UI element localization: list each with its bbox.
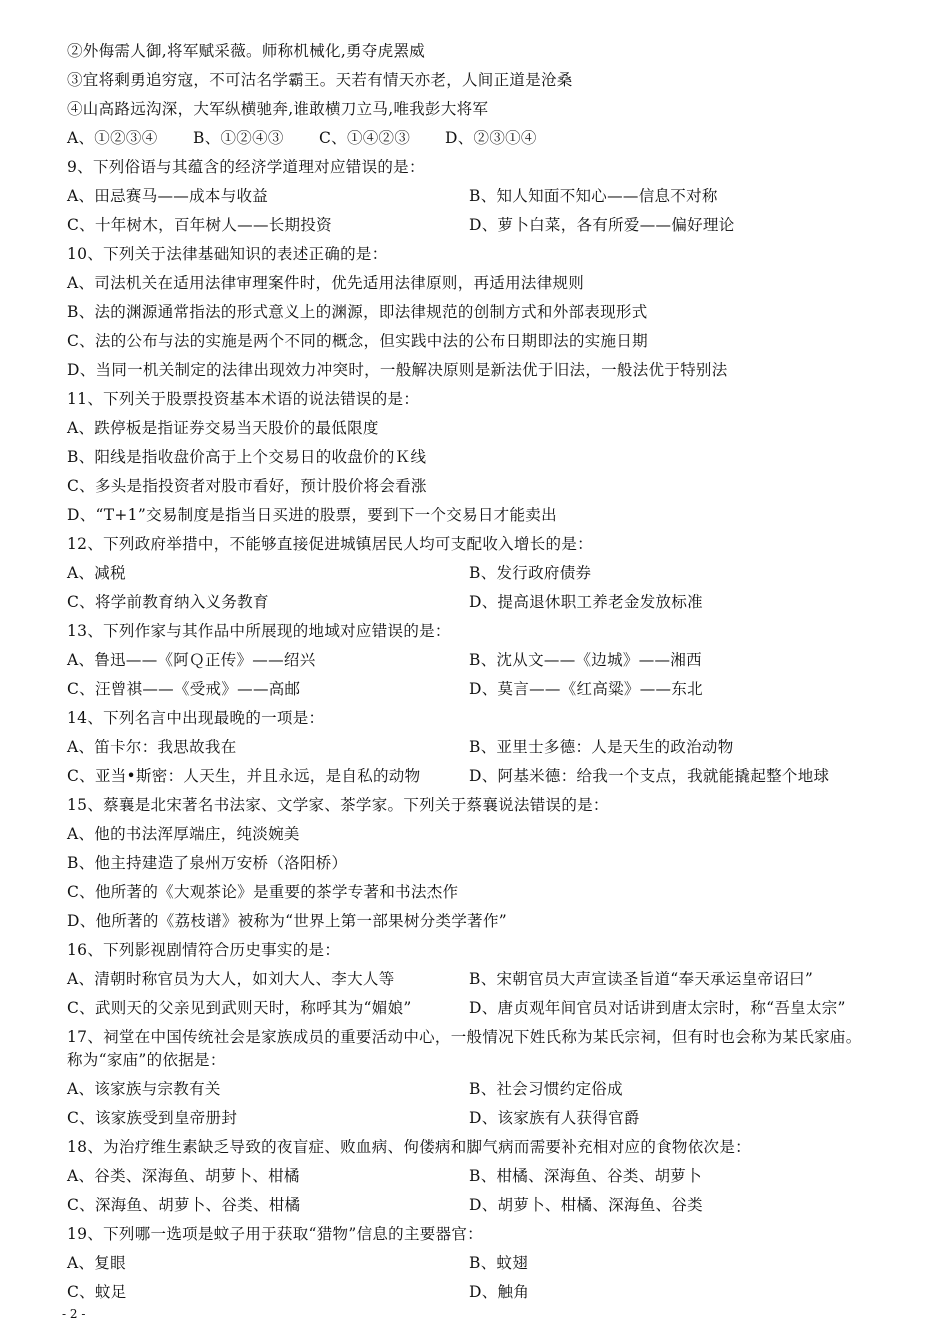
q10-option-d: D、当同一机关制定的法律出现效力冲突时，一般解决原则是新法优于旧法，一般法优于特别法 <box>67 361 728 379</box>
q13-option-c: C、汪曾祺——《受戒》——高邮 <box>67 680 301 698</box>
q17-option-a: A、该家族与宗教有关 <box>67 1080 221 1098</box>
q12-option-c: C、将学前教育纳入义务教育 <box>67 593 269 611</box>
q17-stem: 17、祠堂在中国传统社会是家族成员的重要活动中心，一般情况下姓氏称为某氏宗祠，但有时也会称为某氏家庙。 <box>67 1028 862 1046</box>
q10-stem: 10、下列关于法律基础知识的表述正确的是： <box>67 245 388 263</box>
q10-option-c: C、法的公布与法的实施是两个不同的概念，但实践中法的公布日期即法的实施日期 <box>67 332 648 350</box>
q9-option-d: D、萝卜白菜，各有所爱——偏好理论 <box>469 216 735 234</box>
q9-option-b: B、知人知面不知心——信息不对称 <box>469 187 718 205</box>
q15-option-a: A、他的书法浑厚端庄，纯淡婉美 <box>67 825 300 843</box>
q12-stem: 12、下列政府举措中，不能够直接促进城镇居民人均可支配收入增长的是： <box>67 535 593 553</box>
q11-option-d: D、“T+1”交易制度是指当日买进的股票，要到下一个交易日才能卖出 <box>67 506 557 524</box>
q16-option-a: A、清朝时称官员为大人，如刘大人、李大人等 <box>67 970 395 988</box>
q11-stem: 11、下列关于股票投资基本术语的说法错误的是： <box>67 390 420 408</box>
q18-stem: 18、为治疗维生素缺乏导致的夜盲症、败血病、佝偻病和脚气病而需要补充相对应的食物依次是： <box>67 1138 751 1156</box>
q14-option-c: C、亚当•斯密：人天生，并且永远，是自私的动物 <box>67 767 421 785</box>
q9-stem: 9、下列俗语与其蕴含的经济学道理对应错误的是： <box>67 158 425 176</box>
q9-option-c: C、十年树木，百年树人——长期投资 <box>67 216 332 234</box>
q15-option-c: C、他所著的《大观茶论》是重要的茶学专著和书法杰作 <box>67 883 459 901</box>
q19-option-d: D、触角 <box>469 1283 530 1301</box>
q13-option-d: D、莫言——《红高粱》——东北 <box>469 680 703 698</box>
q15-stem: 15、蔡襄是北宋著名书法家、文学家、茶学家。下列关于蔡襄说法错误的是： <box>67 796 609 814</box>
q8-line-2: ②外侮需人御,将军赋采薇。师称机械化,勇夺虎罴威 <box>67 42 426 60</box>
q12-option-b: B、发行政府债券 <box>469 564 592 582</box>
q19-option-b: B、蚊翅 <box>469 1254 529 1272</box>
q8-option-b: B、①②④③ <box>193 129 284 147</box>
q17-stem-continued: 称为“家庙”的依据是： <box>67 1051 226 1069</box>
q8-line-4: ④山高路远沟深，大军纵横驰奔,谁敢横刀立马,唯我彭大将军 <box>67 100 489 118</box>
q14-option-a: A、笛卡尔：我思故我在 <box>67 738 237 756</box>
q15-option-b: B、他主持建造了泉州万安桥（洛阳桥） <box>67 854 348 872</box>
q10-option-b: B、法的渊源通常指法的形式意义上的渊源，即法律规范的创制方式和外部表现形式 <box>67 303 648 321</box>
q17-option-d: D、该家族有人获得官爵 <box>469 1109 640 1127</box>
q10-option-a: A、司法机关在适用法律审理案件时，优先适用法律原则，再适用法律规则 <box>67 274 585 292</box>
q13-stem: 13、下列作家与其作品中所展现的地域对应错误的是： <box>67 622 451 640</box>
q19-option-c: C、蚊足 <box>67 1283 127 1301</box>
q16-option-d: D、唐贞观年间官员对话讲到唐太宗时，称“吾皇太宗” <box>469 999 846 1017</box>
q19-option-a: A、复眼 <box>67 1254 126 1272</box>
q9-option-a: A、田忌赛马——成本与收益 <box>67 187 269 205</box>
q18-option-d: D、胡萝卜、柑橘、深海鱼、谷类 <box>469 1196 703 1214</box>
q12-option-d: D、提高退休职工养老金发放标准 <box>469 593 703 611</box>
q18-option-b: B、柑橘、深海鱼、谷类、胡萝卜 <box>469 1167 702 1185</box>
q14-stem: 14、下列名言中出现最晚的一项是： <box>67 709 325 727</box>
q16-stem: 16、下列影视剧情符合历史事实的是： <box>67 941 341 959</box>
q8-option-d: D、②③①④ <box>445 129 537 147</box>
q12-option-a: A、减税 <box>67 564 126 582</box>
q16-option-b: B、宋朝官员大声宣读圣旨道“奉天承运皇帝诏曰” <box>469 970 814 988</box>
q8-line-3: ③宜将剩勇追穷寇，不可沽名学霸王。天若有情天亦老，人间正道是沧桑 <box>67 71 573 89</box>
q8-option-c: C、①④②③ <box>319 129 411 147</box>
q14-option-b: B、亚里士多德：人是天生的政治动物 <box>469 738 734 756</box>
q8-options <box>67 127 537 149</box>
q17-option-b: B、社会习惯约定俗成 <box>469 1080 623 1098</box>
q13-option-a: A、鲁迅——《阿Ｑ正传》——绍兴 <box>67 651 316 669</box>
q18-option-c: C、深海鱼、胡萝卜、谷类、柑橘 <box>67 1196 301 1214</box>
q11-option-b: B、阳线是指收盘价高于上个交易日的收盘价的Ｋ线 <box>67 448 427 466</box>
q15-option-d: D、他所著的《荔枝谱》被称为“世界上第一部果树分类学著作” <box>67 912 507 930</box>
q8-option-a: A、①②③④ <box>67 129 158 147</box>
q18-option-a: A、谷类、深海鱼、胡萝卜、柑橘 <box>67 1167 300 1185</box>
q11-option-a: A、跌停板是指证券交易当天股价的最低限度 <box>67 419 379 437</box>
page-number: - 2 - <box>62 1307 86 1321</box>
q13-option-b: B、沈从文——《边城》——湘西 <box>469 651 702 669</box>
q17-option-c: C、该家族受到皇帝册封 <box>67 1109 238 1127</box>
q11-option-c: C、多头是指投资者对股市看好，预计股价将会看涨 <box>67 477 427 495</box>
q14-option-d: D、阿基米德：给我一个支点，我就能撬起整个地球 <box>469 767 830 785</box>
q16-option-c: C、武则天的父亲见到武则天时，称呼其为“媚娘” <box>67 999 412 1017</box>
q19-stem: 19、下列哪一选项是蚊子用于获取“猎物”信息的主要器官： <box>67 1225 483 1243</box>
